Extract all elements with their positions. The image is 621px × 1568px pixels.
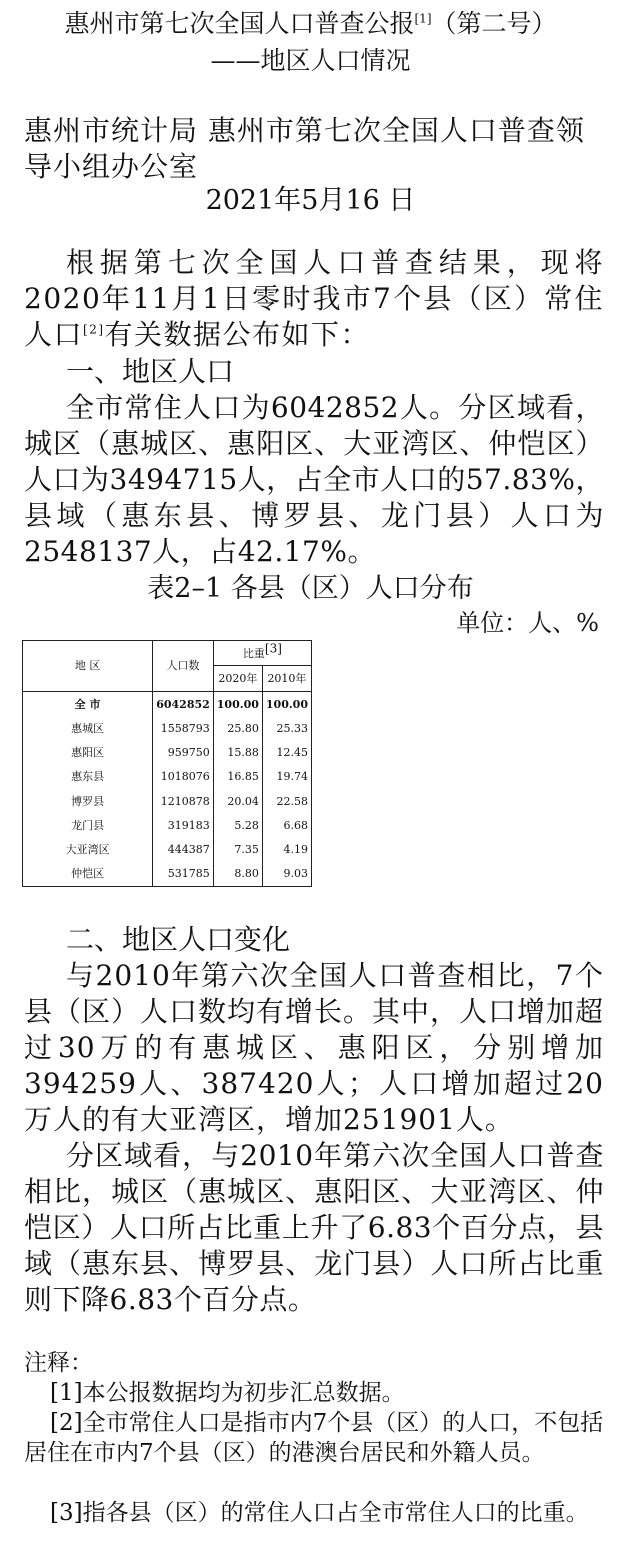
note-3: [3]指各县（区）的常住人口占全市常住人口的比重。: [50, 1500, 589, 1526]
header-2010: 2010年: [262, 666, 311, 691]
bulletin-title: 惠州市第七次全国人口普查公报[1]（第二号）: [64, 9, 557, 38]
population-table: [22, 640, 312, 887]
section-heading-2: 二、地区人口变化: [66, 923, 291, 956]
table-row: 大亚湾区 444387 7.35 4.19: [23, 837, 312, 861]
header-share: 比重[3]: [213, 641, 311, 666]
footnote-mark-2: [2]: [83, 322, 105, 337]
note-1: [1]本公报数据均为初步汇总数据。: [50, 1380, 405, 1406]
section1-paragraph: 全市常住人口为6042852人。分区域看，城区（惠城区、惠阳区、大亚湾区、仲恺区）人口为3494715人，占全市人口的57.83%，县域（惠东县、博罗县、龙门县）人口为2548137人，占42.17%。: [24, 391, 604, 568]
table-title: 表2–1 各县（区）人口分布: [147, 573, 474, 604]
table-row: 惠阳区 959750 15.88 12.45: [23, 741, 312, 765]
section-heading-1: 一、地区人口: [66, 355, 235, 388]
issuer-line: 惠州市统计局 惠州市第七次全国人口普查领导小组办公室: [24, 114, 585, 183]
intro-paragraph: 根据第七次全国人口普查结果，现将2020年11月1日零时我市7个县（区）常住人口[2]有关数据公布如下：: [24, 246, 604, 351]
section2-paragraph-1: 与2010年第六次全国人口普查相比，7个县（区）人口数均有增长。其中，人口增加超过30万的有惠城区、惠阳区，分别增加394259人、387420人；人口增加超过20万人的有大亚湾区，增加251901人。: [24, 959, 605, 1136]
table-header-row: [23, 641, 312, 666]
header-2020: 2020年: [213, 666, 262, 691]
table-row: 龙门县 319183 5.28 6.68: [23, 813, 312, 837]
table-row: 仲恺区 531785 8.80 9.03: [23, 862, 312, 887]
table-unit: 单位：人、%: [456, 609, 599, 637]
table-row: 惠城区 1558793 25.80 25.33: [23, 716, 312, 740]
footnote-mark-1: [1]: [414, 11, 432, 26]
table-row: 博罗县 1210878 20.04 22.58: [23, 789, 312, 813]
section2-paragraph-2: 分区域看，与2010年第六次全国人口普查相比，城区（惠城区、惠阳区、大亚湾区、仲恺区）人口所占比重上升了6.83个百分点，县域（惠东县、博罗县、龙门县）人口所占比重则下降6.83个百分点。: [24, 1139, 604, 1316]
footnote-mark-3: [3]: [264, 641, 282, 656]
table-row: 惠东县 1018076 16.85 19.74: [23, 765, 312, 789]
publish-date: 2021年5月16 日: [205, 185, 416, 216]
bulletin-subtitle: ——地区人口情况: [210, 46, 411, 75]
header-population: 人口数: [153, 641, 214, 692]
notes-title: 注释：: [24, 1350, 93, 1376]
note-2: [2]全市常住人口是指市内7个县（区）的人口，不包括居住在市内7个县（区）的港澳台居民和外籍人员。: [24, 1410, 604, 1466]
header-region: 地 区: [23, 641, 153, 692]
table-row: 全 市 6042852 100.00 100.00: [23, 691, 312, 716]
